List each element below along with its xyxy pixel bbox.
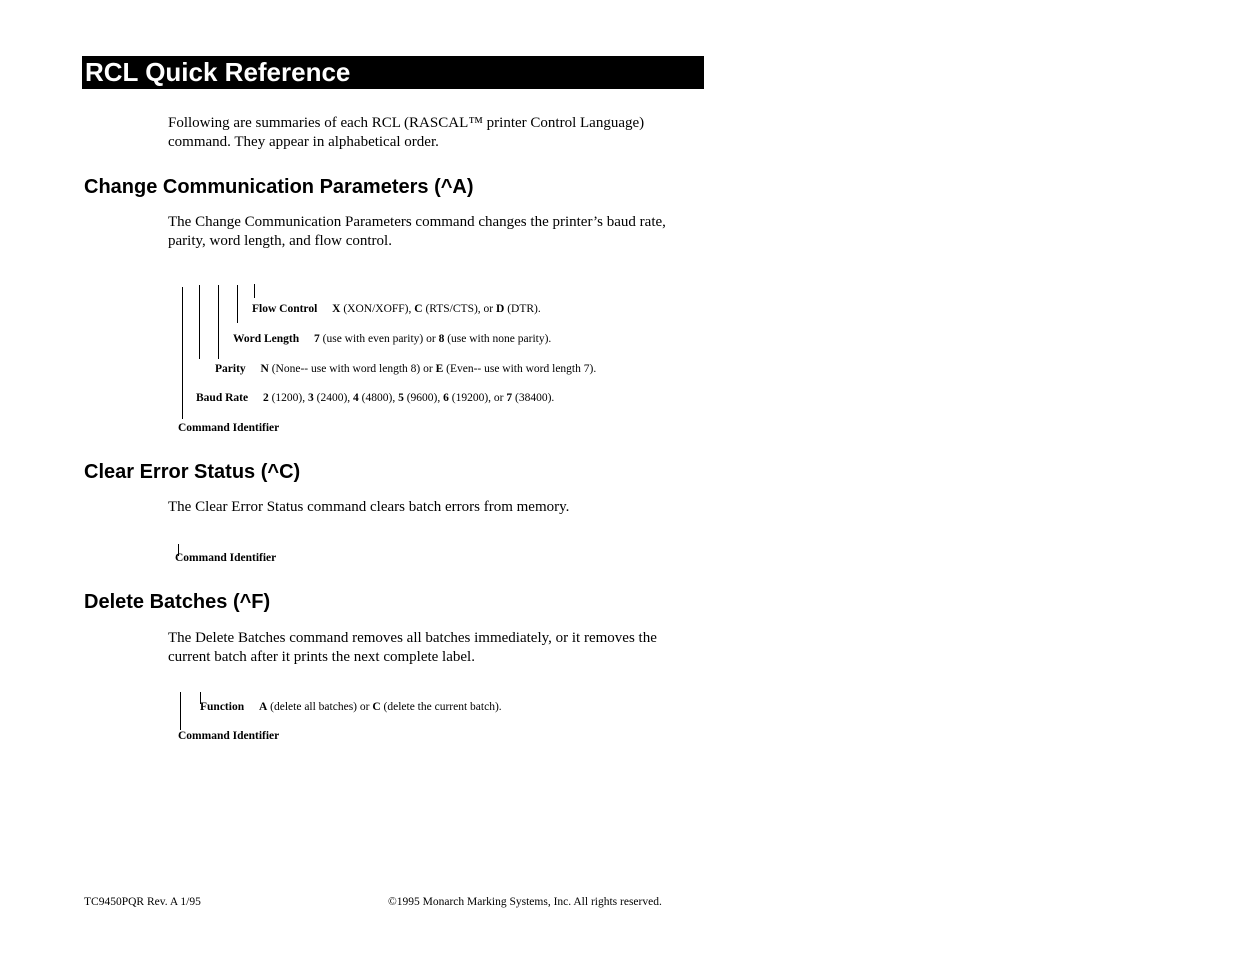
bracket-line — [218, 285, 219, 359]
value-code: 5 — [398, 392, 404, 404]
value-code: 3 — [308, 392, 314, 404]
section-heading-delete-batches: Delete Batches (^F) — [84, 591, 271, 613]
field-description — [261, 363, 597, 375]
field-name: Command Identifier — [178, 422, 280, 434]
value-code: 4 — [353, 392, 359, 404]
field-word-length — [233, 332, 551, 346]
bracket-line — [182, 287, 183, 419]
section-heading-clear-error-status: Clear Error Status (^C) — [84, 461, 301, 483]
field-command-identifier — [178, 729, 291, 743]
value-text: (use with even parity) or — [319, 333, 439, 345]
footer-document-id: TC9450PQR Rev. A 1/95 — [84, 896, 201, 908]
bracket-line — [199, 285, 200, 359]
field-description — [263, 392, 554, 404]
value-code: E — [435, 363, 444, 375]
value-code: 2 — [262, 392, 269, 404]
field-name: Word Length — [233, 333, 300, 345]
value-code: N — [260, 363, 269, 375]
section-description-change-communication: The Change Communication Parameters command changes the printer’s baud rate, parity, word length, and flow control. — [168, 214, 666, 249]
page-title: RCL Quick Reference — [85, 57, 351, 87]
footer-copyright: ©1995 Monarch Marking Systems, Inc. All rights reserved. — [388, 896, 662, 908]
field-function — [200, 700, 502, 714]
value-text: (None-- use with word length 8) or — [268, 363, 436, 375]
value-text: (delete the current batch). — [380, 701, 502, 713]
field-name: Function — [200, 701, 245, 713]
value-code: A — [258, 701, 268, 713]
title-bar — [82, 56, 704, 89]
value-text: (1200), — [268, 392, 308, 404]
field-flow-control — [252, 302, 541, 316]
field-name: Flow Control — [252, 303, 318, 315]
field-name: Parity — [215, 363, 246, 375]
bracket-line — [180, 692, 181, 730]
intro-paragraph: Following are summaries of each RCL (RASCAL™ printer Control Language) command. They appear in alphabetical order. — [168, 115, 645, 150]
value-text: (XON/XOFF), — [340, 303, 415, 315]
field-baud-rate — [196, 391, 554, 405]
bracket-line — [254, 284, 255, 298]
field-description — [259, 701, 502, 713]
section-heading-change-communication: Change Communication Parameters (^A) — [84, 176, 474, 198]
value-text: (38400). — [512, 392, 555, 404]
value-text: (use with none parity). — [444, 333, 552, 345]
value-code: 8 — [438, 333, 445, 345]
value-code: D — [496, 303, 505, 315]
field-name: Command Identifier — [178, 730, 280, 742]
value-text: (RTS/CTS), or — [422, 303, 497, 315]
value-code: C — [372, 701, 381, 713]
field-name: Command Identifier — [175, 552, 277, 564]
value-text: (Even-- use with word length 7). — [443, 363, 597, 375]
value-code: C — [414, 303, 423, 315]
bracket-line — [237, 285, 238, 323]
value-text: (DTR). — [504, 303, 541, 315]
field-description — [332, 303, 541, 315]
value-text: (4800), — [358, 392, 399, 404]
value-text: (2400), — [313, 392, 354, 404]
field-command-identifier — [175, 551, 288, 565]
section-description-clear-error-status: The Clear Error Status command clears batch errors from memory. — [168, 499, 570, 515]
value-text: (19200), or — [448, 392, 507, 404]
field-parity — [215, 362, 596, 376]
section-description-delete-batches: The Delete Batches command removes all batches immediately, or it removes the current batch after it prints the next complete label. — [168, 630, 657, 665]
field-command-identifier — [178, 421, 291, 435]
value-code: 6 — [443, 392, 449, 404]
value-text: (delete all batches) or — [267, 701, 373, 713]
value-code: 7 — [314, 333, 320, 345]
value-text: (9600), — [403, 392, 444, 404]
value-code: X — [332, 303, 341, 315]
field-description — [314, 333, 551, 345]
field-name: Baud Rate — [196, 392, 249, 404]
value-code: 7 — [506, 392, 513, 404]
